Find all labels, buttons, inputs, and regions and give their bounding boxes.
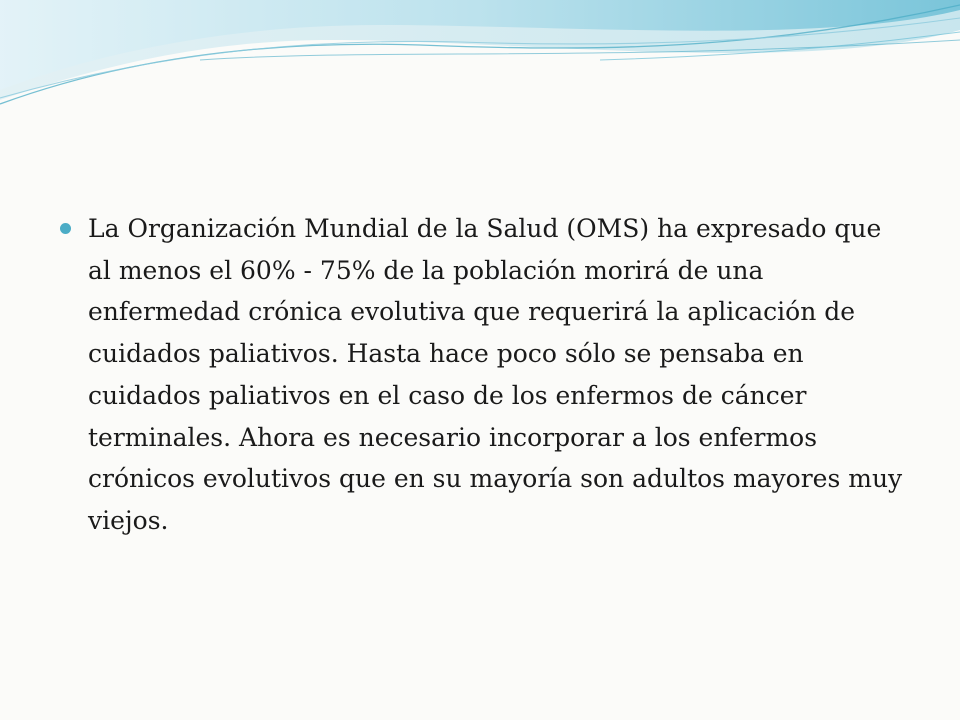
bullet-item — [60, 208, 910, 542]
bullet-text: La Organización Mundial de la Salud (OMS) ha expresado que al menos el 60% - 75% de la población morirá de una enfermedad crónica evolutiva que requerirá la aplicación de cuidados paliativos. Hasta hace poco sólo se pensaba en cuidados paliativos en el caso de los enfermos de cáncer terminales. Ahora es necesario incorporar a los enfermos crónicos evolutivos que en su mayoría son adultos mayores muy viejos. — [88, 214, 903, 535]
bullet-dot-icon — [60, 223, 71, 234]
slide-body — [60, 208, 910, 542]
wave-header-decoration — [0, 0, 960, 110]
